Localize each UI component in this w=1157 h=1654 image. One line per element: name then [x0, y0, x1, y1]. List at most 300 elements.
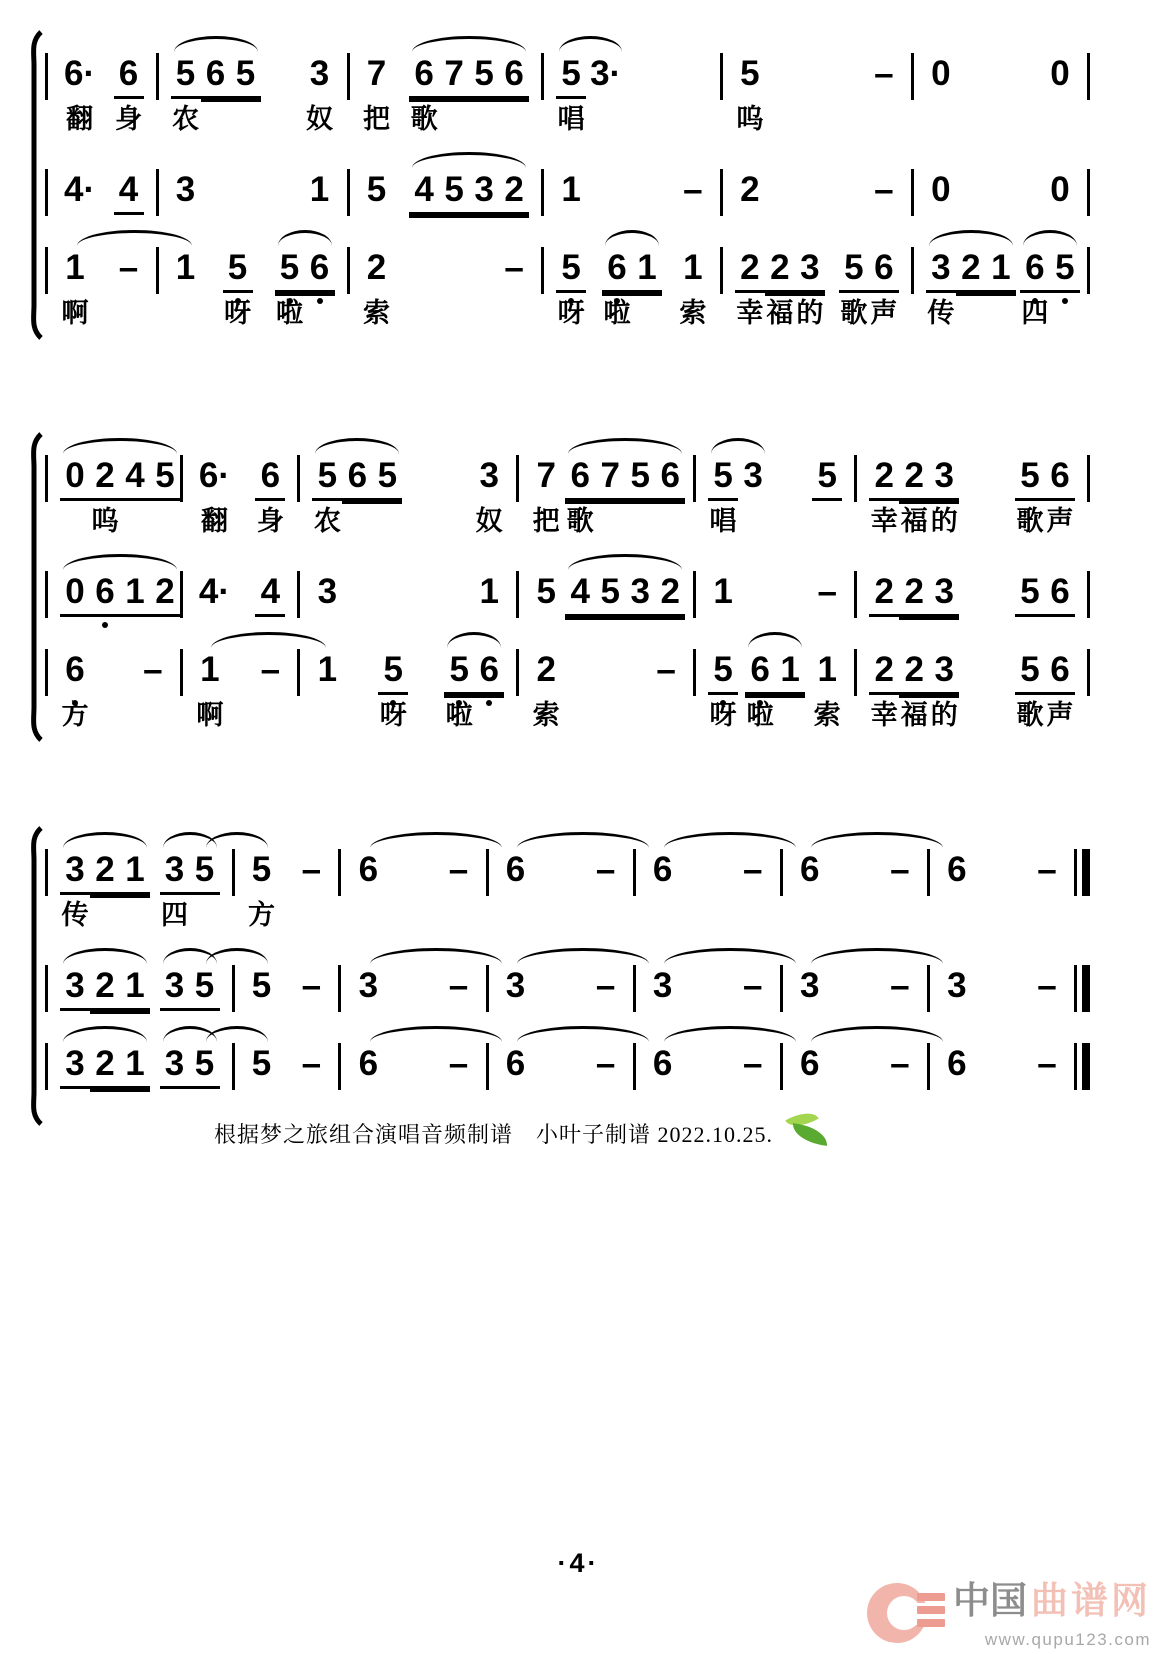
beam-group [247, 848, 277, 930]
beam-line [929, 617, 959, 620]
note: 2 [956, 246, 986, 293]
note: 3 [743, 456, 763, 495]
beam-group [648, 964, 678, 1008]
note: 5 [251, 966, 272, 1005]
note: 6 声 [1046, 456, 1074, 536]
note: 4 [120, 454, 150, 501]
voice-1-line [45, 826, 1090, 930]
qupu123-logo[interactable] [867, 1581, 1151, 1650]
tie-arc [206, 1026, 268, 1042]
beam-group [1045, 52, 1075, 96]
beam-group [648, 1042, 678, 1086]
beam-line [409, 99, 439, 102]
slur-group [60, 1042, 150, 1089]
logo-brand-primary: 中国 [953, 1580, 1027, 1621]
note: 3 [317, 572, 338, 611]
note: 5 [150, 454, 180, 501]
system-brace [28, 432, 43, 742]
measure [300, 648, 516, 730]
slur-group [409, 52, 529, 134]
note: 5 [595, 570, 625, 617]
note: 0 [931, 54, 951, 93]
beam-line [201, 99, 231, 102]
lyric: 福 [900, 700, 928, 730]
note: 5 [469, 52, 499, 99]
tie-arc [811, 948, 943, 964]
beam-group [362, 246, 392, 328]
lyric: 幸 [736, 298, 764, 328]
slur-group [565, 570, 685, 617]
beam-group [195, 454, 234, 536]
tie-arc [811, 1026, 943, 1042]
note: 6 声 [1046, 650, 1074, 730]
measure [300, 454, 516, 536]
beam-group [255, 454, 285, 536]
note: 2 幸 [736, 248, 764, 328]
slur-group [556, 52, 625, 134]
system-brace [28, 826, 43, 1126]
credit-line [214, 1112, 831, 1154]
beam-group [735, 246, 825, 328]
slur-group [565, 454, 685, 536]
note: 3 [947, 966, 967, 1005]
tie-arc [517, 948, 649, 964]
lyric: 方 [248, 900, 276, 930]
beam-group [114, 168, 144, 215]
beam-group [444, 964, 474, 1008]
system-brace [28, 30, 43, 340]
slur-group [60, 964, 150, 1011]
note: 1 [632, 246, 662, 293]
note: 0 [1050, 54, 1070, 93]
note: 3 [60, 1042, 90, 1089]
beam-line [275, 293, 305, 296]
tie-arc [206, 832, 268, 848]
lyric: 幸 [870, 700, 898, 730]
lyric: 啦 [276, 298, 304, 328]
beam-line [595, 501, 625, 504]
note: 1 啊 [60, 246, 90, 290]
credit-text: 根据梦之旅组合演唱音频制谱 小叶子制谱 2022.10.25. [214, 1121, 774, 1147]
beam-group [839, 246, 899, 328]
measure [636, 964, 780, 1008]
voice-2-line [45, 942, 1090, 1012]
lyric: 索 [363, 298, 391, 328]
beam-line [655, 501, 685, 504]
note: 1 [561, 170, 581, 209]
measure [183, 454, 297, 536]
beam-group [171, 246, 201, 290]
beam-group [869, 648, 959, 730]
note: 2 幸 [870, 456, 898, 536]
note: – [874, 170, 894, 209]
beam-group [812, 570, 842, 614]
note: 1 [309, 170, 330, 209]
measure [183, 648, 297, 730]
note: 2 呜 [91, 456, 119, 536]
measure [519, 454, 693, 536]
note: 3 [501, 964, 531, 1008]
note: – [448, 1044, 469, 1083]
lyric: 奴 [475, 506, 503, 536]
measure [489, 848, 633, 892]
note: – [874, 54, 894, 93]
note: 1 [775, 648, 805, 695]
note: 6 [305, 246, 335, 293]
note: 5 呀 [557, 248, 585, 328]
lyric: 唱 [709, 506, 737, 536]
beam-group [531, 648, 561, 730]
beam-group [942, 1042, 972, 1086]
measure [723, 52, 911, 134]
note: 1 [175, 248, 196, 287]
note: 2 福 [900, 456, 928, 536]
note: 3 [625, 570, 655, 617]
note: 4· [64, 170, 96, 209]
beam-line [90, 1089, 120, 1092]
lyric: 呜 [736, 104, 764, 134]
note: 7 [439, 52, 469, 99]
note: 2 [499, 168, 529, 215]
measure [341, 964, 485, 1008]
lyric: 歌 [1016, 506, 1044, 536]
note: 5 [1015, 570, 1045, 617]
lyric: 啦 [445, 700, 473, 730]
beam-group [353, 848, 383, 892]
lyric: 传 [61, 900, 89, 930]
note: 3 [469, 168, 499, 215]
beam-group [474, 454, 504, 536]
green-leaf-icon [777, 1112, 831, 1154]
beam-group [869, 454, 959, 536]
note: 4· [198, 572, 231, 611]
note: 6 方 [61, 650, 89, 730]
beam-group [942, 848, 972, 892]
note: 6 [90, 570, 120, 617]
note: 2 [655, 570, 685, 617]
tie-arc [517, 1026, 649, 1042]
note: 4 [409, 168, 439, 215]
system-3 [28, 826, 1090, 1126]
lyric: 身 [115, 104, 143, 134]
lyric: 身 [256, 506, 284, 536]
beam-line [474, 695, 504, 698]
measure [914, 168, 1087, 212]
note: – [595, 1044, 616, 1083]
note: – [1037, 966, 1057, 1005]
note: 5 农 [172, 54, 200, 134]
measure [544, 52, 720, 134]
measure [783, 1042, 927, 1086]
voice-3-line [45, 626, 1090, 730]
barline [1087, 247, 1090, 294]
low-octave-dot [1062, 298, 1068, 304]
measure [48, 570, 180, 617]
lyric: 歌 [566, 506, 594, 536]
measure [341, 848, 485, 892]
beam-line [439, 99, 469, 102]
beam-group [708, 648, 738, 730]
lyric: 索 [679, 298, 707, 328]
measure [48, 964, 232, 1011]
beam-line [499, 99, 529, 102]
logo-url[interactable]: www.qupu123.com [984, 1630, 1151, 1649]
note: 5 啦 [445, 650, 473, 730]
note: 3 [60, 964, 90, 1011]
beam-group [1045, 168, 1075, 212]
beam-group [474, 570, 504, 614]
measure [48, 454, 180, 536]
measure [857, 648, 1087, 730]
beam-group [591, 1042, 621, 1086]
note: 0 [60, 570, 90, 617]
beam-line [305, 293, 335, 296]
slur-group [171, 52, 261, 134]
note: 4 [565, 570, 595, 617]
note: 5 [231, 52, 261, 99]
slur-group [60, 570, 180, 617]
beam-group [885, 1042, 915, 1086]
lyric: 的 [796, 298, 824, 328]
beam-group [648, 848, 678, 892]
tie-arc [517, 832, 649, 848]
note: 5 [190, 964, 220, 1011]
beam-group [114, 246, 144, 290]
lyric: 的 [930, 700, 958, 730]
measure [696, 648, 854, 730]
measure [696, 570, 854, 614]
voice-1-line [45, 432, 1090, 536]
lyric: 索 [813, 700, 841, 730]
system-rows [45, 30, 1090, 340]
beam-line [120, 1089, 150, 1092]
beam-group [812, 454, 842, 501]
note: – [1037, 850, 1057, 889]
note: – [743, 1044, 763, 1083]
note: – [595, 850, 616, 889]
measure [696, 454, 854, 536]
beam-line [565, 501, 595, 504]
beam-group [812, 648, 842, 730]
lyric: 唱 [557, 104, 585, 134]
measure [183, 570, 297, 617]
beam-group [312, 648, 342, 692]
note: 6 [474, 648, 504, 695]
measure [914, 52, 1087, 96]
note: 3· [590, 54, 622, 93]
beam-group [255, 570, 285, 617]
note: 3 奴 [306, 54, 334, 134]
lyric: 把 [363, 104, 391, 134]
beam-group [735, 52, 765, 134]
note: 2 [740, 170, 760, 209]
beam-group [738, 964, 768, 1008]
measure [914, 246, 1087, 328]
tie-arc [370, 1026, 502, 1042]
note: – [301, 850, 322, 889]
beam-group [296, 848, 326, 892]
beam-line [625, 501, 655, 504]
lyric: 声 [1046, 506, 1074, 536]
low-octave-dot [102, 622, 108, 628]
beam-group [795, 964, 825, 1008]
measure [48, 648, 180, 730]
note: 6 [795, 1042, 825, 1086]
voice-2-line [45, 146, 1090, 216]
slur-group [926, 246, 1016, 328]
measure [159, 168, 347, 212]
measure [489, 1042, 633, 1086]
measure [783, 964, 927, 1008]
slur-group [1020, 246, 1080, 328]
final-barline-thick [1082, 849, 1090, 896]
measure [48, 1042, 232, 1089]
note: 6 [501, 848, 531, 892]
note: – [1037, 1044, 1057, 1083]
lyric: 呀 [379, 700, 407, 730]
final-barline [1074, 849, 1090, 896]
beam-group [305, 168, 335, 212]
note: 2 索 [363, 248, 391, 328]
slur-group [409, 168, 529, 215]
note: 1 [317, 650, 338, 689]
lyric: 传 [927, 298, 955, 328]
measure [48, 848, 232, 930]
measure [636, 848, 780, 892]
beam-group [171, 168, 201, 212]
low-octave-dot [486, 700, 492, 706]
note: 6 [795, 848, 825, 892]
note: 6 [353, 848, 383, 892]
beam-line [439, 215, 469, 218]
note: 6 声 [870, 248, 898, 328]
final-barline-thick [1082, 965, 1090, 1012]
beam-line [469, 215, 499, 218]
lyric: 农 [172, 104, 200, 134]
note: 2 [869, 570, 899, 617]
note: 5 歌 [1016, 650, 1044, 730]
beam-line [90, 1011, 120, 1014]
beam-line [795, 293, 825, 296]
note: 6 [201, 52, 231, 99]
note: 6 歌 [410, 54, 438, 134]
system-rows [45, 432, 1090, 742]
note: 6 身 [115, 54, 143, 134]
note: 5 [1050, 246, 1080, 293]
lyric: 索 [532, 700, 560, 730]
note: 2 [150, 570, 180, 617]
slur-group [160, 964, 220, 1011]
note: 0 [1050, 170, 1070, 209]
beam-line [929, 501, 959, 504]
note: 5 [190, 848, 220, 895]
note: 6 身 [256, 456, 284, 536]
beam-group [738, 848, 768, 892]
note: 6 啦 [603, 248, 631, 328]
beam-group [591, 964, 621, 1008]
low-octave-dot [317, 298, 323, 304]
beam-line [899, 617, 929, 620]
measure [857, 570, 1087, 617]
measure [350, 168, 542, 215]
note: 2 福 [900, 650, 928, 730]
note: – [448, 966, 469, 1005]
note: 1 索 [679, 248, 707, 328]
system-2 [28, 432, 1090, 742]
note: 6 [648, 848, 678, 892]
slur-group [60, 848, 150, 930]
note: 5 呀 [379, 650, 407, 730]
beam-group [708, 570, 738, 614]
beam-group [678, 168, 708, 212]
note: 3 [929, 570, 959, 617]
note: – [504, 248, 524, 287]
slur-group [312, 454, 402, 536]
beam-line [90, 895, 120, 898]
note: 1 [120, 570, 150, 617]
final-barline-thin [1074, 849, 1077, 896]
note: 2 索 [532, 650, 560, 730]
note: – [743, 850, 763, 889]
slur-group [160, 1042, 220, 1089]
beam-line [765, 293, 795, 296]
score [28, 30, 1090, 1126]
beam-group [885, 964, 915, 1008]
measure [300, 570, 516, 614]
note: 2 [90, 964, 120, 1011]
note: 2 [90, 1042, 120, 1089]
measure [48, 246, 156, 328]
note: 3 [795, 964, 825, 1008]
beam-group [1015, 648, 1075, 730]
lyric: 奴 [306, 104, 334, 134]
beam-group [60, 168, 99, 212]
slur-group [602, 246, 662, 328]
note: 3 传 [927, 248, 955, 328]
qupu123-logo-icon [867, 1581, 945, 1647]
note: 3 [160, 1042, 190, 1089]
beam-group [362, 52, 392, 134]
measure [544, 246, 720, 328]
tie-arc [664, 1026, 796, 1042]
note: 6 四 [1021, 248, 1049, 328]
note: 5 唱 [557, 54, 585, 134]
note: – [743, 966, 763, 1005]
barline [1087, 649, 1090, 696]
beam-group [362, 168, 392, 212]
tie-arc [664, 948, 796, 964]
note: 3 四 [161, 850, 189, 930]
barline [1087, 169, 1090, 216]
beam-line [469, 99, 499, 102]
final-barline-thick [1082, 1043, 1090, 1090]
beam-line [899, 501, 929, 504]
beam-line [120, 895, 150, 898]
beam-group [531, 570, 561, 614]
barline [1087, 571, 1090, 618]
beam-line [899, 695, 929, 698]
lyric: 把 [532, 506, 560, 536]
beam-group [444, 1042, 474, 1086]
tie-arc [370, 832, 502, 848]
note: 7 把 [532, 456, 560, 536]
lyric: 翻 [66, 104, 94, 134]
slur-group [160, 848, 220, 930]
voice-3-line [45, 224, 1090, 328]
measure [489, 964, 633, 1008]
measure [930, 848, 1074, 892]
measure [519, 648, 693, 730]
